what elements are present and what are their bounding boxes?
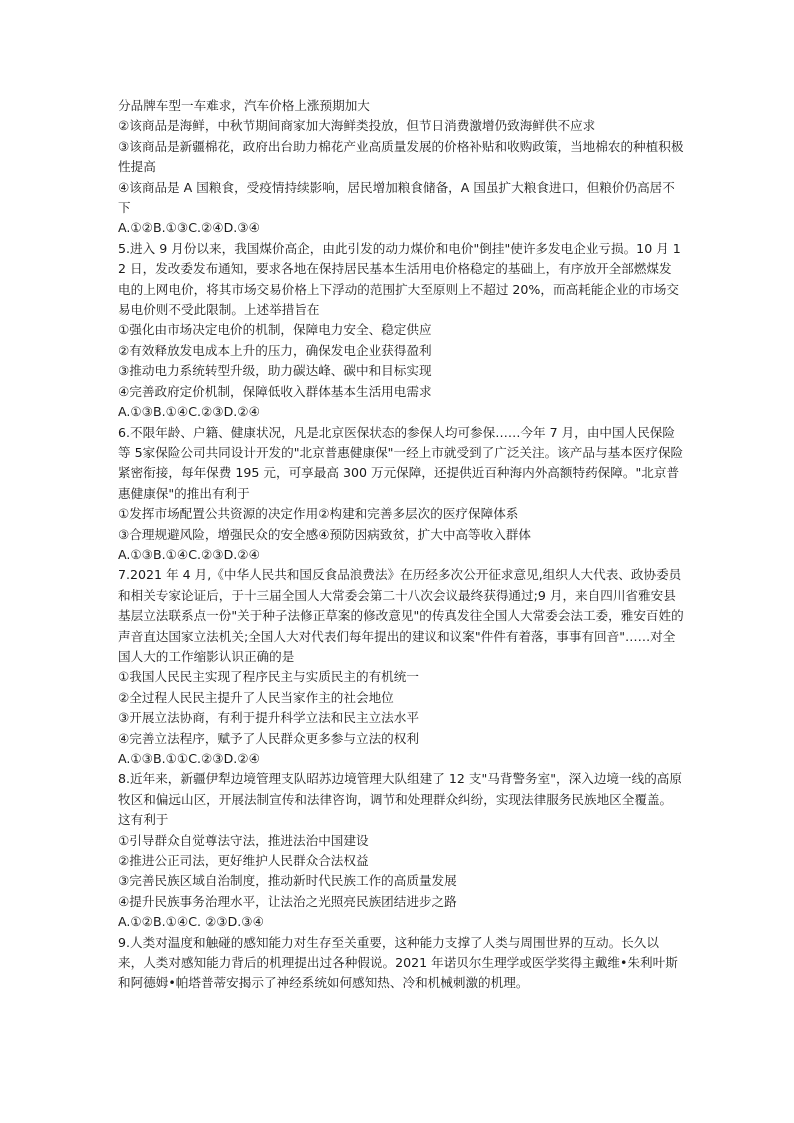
- q7-option-2: ②全过程人民民主提升了人民当家作主的社会地位: [118, 689, 394, 705]
- q8-stem: 8.近年来，新疆伊犁边境管理支队昭苏边境管理大队组建了 12 支"马背警务室"，深入边境一线的高原牧区和偏远山区，开展法制宣传和法律咨询，调节和处理群众纠纷，实现法律服务民族地区全覆盖。这有利于: [118, 771, 682, 828]
- q6-answer-choices: A.①③B.①④C.②③D.②④: [118, 546, 260, 562]
- q8-option-2: ②推进公正司法，更好维护人民群众合法权益: [118, 853, 369, 869]
- q5-option-2: ②有效释放发电成本上升的压力，确保发电企业获得盈利: [118, 342, 432, 358]
- q8-answer-choices: A.①②B.①④C. ②③D.③④: [118, 914, 264, 930]
- q7-option-3: ③开展立法协商，有利于提升科学立法和民主立法水平: [118, 710, 419, 726]
- q5-option-1: ①强化由市场决定电价的机制，保障电力安全、稳定供应: [118, 322, 432, 338]
- q4-option-2: ②该商品是海鲜，中秋节期间商家加大海鲜类投放，但节日消费激增仍致海鲜供不应求: [118, 118, 596, 134]
- q5-stem: 5.进入 9 月份以来，我国煤价高企，由此引发的动力煤价和电价"倒挂"使许多发电企业亏损。10 月 12 日，发改委发布通知，要求各地在保持居民基本生活用电价格稳定的基础上，有序放开全部燃煤发电的上网电价，将其市场交易价格上下浮动的范围扩大至原则上不超过 20%，而高耗能企业的市场交易电价则不受此限制。上述举措旨在: [118, 240, 681, 318]
- q6-options-3-4: ③合理规避风险，增强民众的安全感④预防因病致贫，扩大中高等收入群体: [118, 526, 531, 542]
- q7-option-4: ④完善立法程序，赋予了人民群众更多参与立法的权利: [118, 730, 419, 746]
- q4-continuation: 分品牌车型一车难求，汽车价格上涨预期加大: [118, 98, 370, 113]
- q5-option-4: ④完善政府定价机制，保障低收入群体基本生活用电需求: [118, 383, 432, 399]
- q9-stem: 9.人类对温度和触碰的感知能力对生存至关重要，这种能力支撑了人类与周围世界的互动。长久以来，人类对感知能力背后的机理提出过各种假说。2021 年诺贝尔生理学或医学奖得主戴维•朱利叶斯和阿德姆•帕塔普蒂安揭示了神经系统如何感知热、冷和机械刺激的机理。: [118, 934, 678, 991]
- q5-option-3: ③推动电力系统转型升级，助力碳达峰、碳中和目标实现: [118, 363, 432, 379]
- q8-option-3: ③完善民族区域自治制度，推动新时代民族工作的高质量发展: [118, 873, 457, 889]
- q7-option-1: ①我国人民民主实现了程序民主与实质民主的有机统一: [118, 669, 419, 685]
- q4-answer-choices: A.①②B.①③C.②④D.③④: [118, 220, 260, 236]
- q4-option-4: ④该商品是 A 国粮食，受疫情持续影响，居民增加粮食储备，A 国虽扩大粮食进口，但粮价仍高居不下: [118, 179, 675, 216]
- q8-option-4: ④提升民族事务治理水平，让法治之光照亮民族团结进步之路: [118, 893, 457, 909]
- q5-answer-choices: A.①③B.①④C.②③D.②④: [118, 404, 260, 420]
- q8-option-1: ①引导群众自觉尊法守法，推进法治中国建设: [118, 832, 369, 848]
- q7-answer-choices: A.①③B.①①C.②③D.②④: [118, 751, 260, 766]
- q4-option-3: ③该商品是新疆棉花，政府出台助力棉花产业高质量发展的价格补贴和收购政策，当地棉农的种植积极性提高: [118, 138, 684, 175]
- q6-options-1-2: ①发挥市场配置公共资源的决定作用②构建和完善多层次的医疗保障体系: [118, 506, 519, 522]
- q6-stem: 6.不限年龄、户籍、健康状况，凡是北京医保状态的参保人均可参保……今年 7 月，由中国人民保险等 5家保险公司共同设计开发的"北京普惠健康保"一经上市就受到了广泛关注。该产品与基本医疗保险紧密衔接，每年保费 195 元，可享最高 300 万元保障，还提供近百种海内外高额特药保障。"北京普惠健康保"的推出有利于: [118, 424, 684, 501]
- q7-stem: 7.2021 年 4 月,《中华人民共和国反食品浪费法》在历经多次公开征求意见,组织人大代表、政协委员和相关专家论证后，于十三届全国人大常委会第二十八次会议最终获得通过;9 月，来自四川省雅安县基层立法联系点一份"关于种子法修正草案的修改意见"的传真发往全国人大常委会法工委，雅安百姓的声音直达国家立法机关;全国人大对代表们每年提出的建议和议案"件件有着落，事事有回音"……对全国人大的工作缩影认识正确的是: [118, 567, 684, 664]
- exam-page: [118, 96, 684, 994]
